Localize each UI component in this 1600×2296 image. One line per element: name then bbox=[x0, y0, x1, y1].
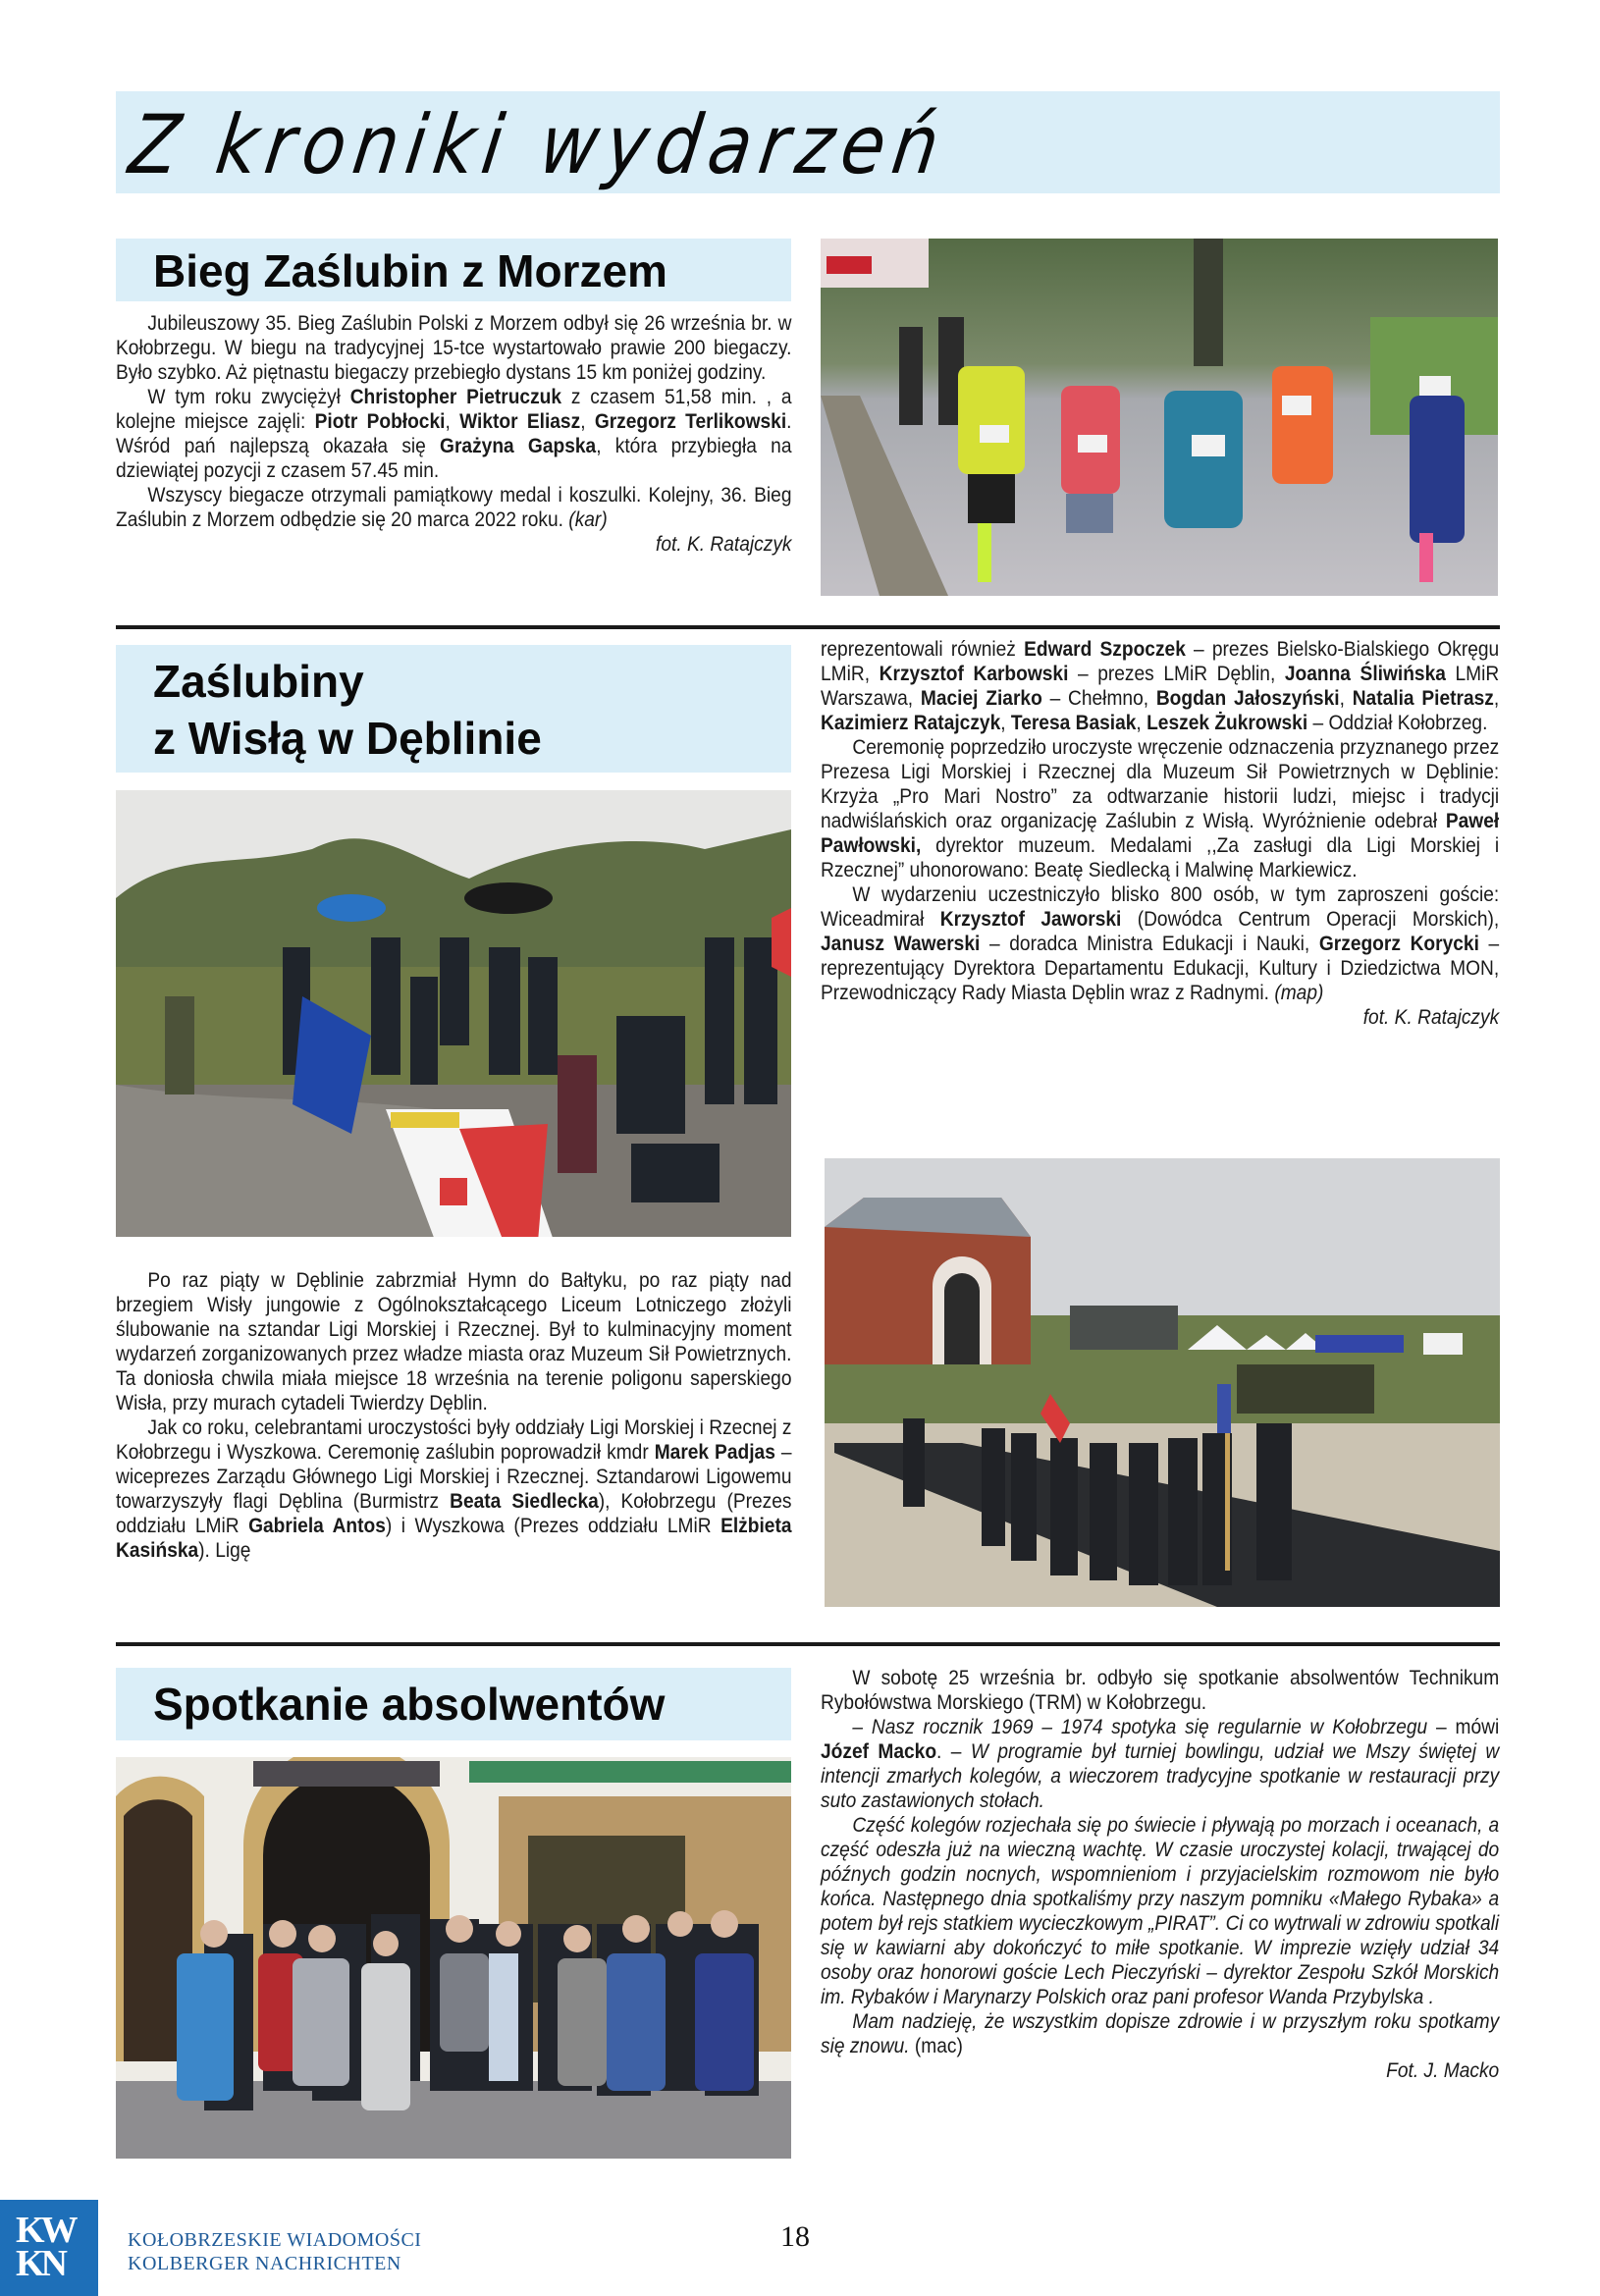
paragraph: reprezentowali również Edward Szpoczek – prezes Bielsko-Bialskiego Okręgu LMiR, Krzysztof Karbowski – prezes LMiR Dęblin, Joanna Śliwińska LMiR Warszawa, Maciej Ziarko – Chełmno, Bogdan Jałoszyński, Natalia Pietrasz, Kazimierz Ratajczyk, Teresa Basiak, Leszek Żukrowski – Oddział Kołobrzeg. bbox=[821, 637, 1500, 734]
article-3-heading bbox=[116, 1668, 791, 1740]
article-2-title-line-2: z Wisłą w Dęblinie bbox=[153, 713, 542, 764]
italic-text: Mam nadzieję, że wszystkim dopisze zdrowie i w przyszłym roku spotkamy się znowu. bbox=[821, 2009, 1500, 2057]
paragraph: W wydarzeniu uczestniczyło blisko 800 osób, w tym zaproszeni goście: Wiceadmirał Krzysztof Jaworski (Dowódca Centrum Operacji Morskich), Janusz Wawerski – doradca Ministra Edukacji i Nauki, Grzegorz Korycki – reprezentujący Dyrektora Departamentu Edukacji, Kultury i Dziedzictwa MON, Przewodniczący Rady Miasta Dęblin wraz z Radnymi. (map) bbox=[821, 882, 1500, 1004]
paragraph bbox=[821, 1813, 1499, 2009]
bold-name: Kazimierz Ratajczyk bbox=[821, 711, 1001, 734]
bold-name: Leszek Żukrowski bbox=[1147, 711, 1308, 734]
bold-name: Józef Macko bbox=[821, 1739, 937, 1763]
bold-name: Paweł Pawłowski, bbox=[821, 809, 1500, 857]
flags-river-photo-image bbox=[116, 790, 791, 1237]
publication-name bbox=[128, 2228, 421, 2275]
bold-name: Christopher Pietruczuk bbox=[349, 385, 562, 408]
section-masthead bbox=[116, 91, 1500, 193]
alumni-group-photo bbox=[116, 1757, 791, 2159]
paragraph: Jubileuszowy 35. Bieg Zaślubin Polski z Morzem odbył się 26 września br. w Kołobrzegu. W biegu na tradycyjnej 15-tce wystartowało prawie 200 biegaczy. Było szybko. Aż piętnastu biegaczy przebiegło dystans 15 km poniżej godziny. bbox=[116, 311, 792, 384]
logo-monogram: KW KN bbox=[16, 2210, 75, 2284]
bold-name: Maciej Ziarko bbox=[920, 686, 1042, 710]
bold-name: Gabriela Antos bbox=[248, 1514, 386, 1537]
bold-name: Joanna Śliwińska bbox=[1284, 662, 1446, 685]
bold-name: Krzysztof Jaworski bbox=[939, 907, 1122, 931]
paragraph: Ceremonię poprzedziło uroczyste wręczenie odznaczenia przyznanego przez Prezesa Ligi Morskiej i Rzecznej dla Muzeum Sił Powietrznych w Dęblinie: Krzyża „Pro Mari Nostro” za odtwarzanie historii ludzi, miejsc i tradycji nadwiślańskich oraz organizację Zaślubin z Wisłą. Wyróżnienie odebrał Paweł Pawłowski, dyrektor muzeum. Medalami ,,Za zasługi dla Ligi Morskiej i Rzecznej” uhonorowano: Beatę Siedlecką i Malwinę Markiewicz. bbox=[821, 735, 1500, 881]
bold-name: Wiktor Eliasz bbox=[459, 409, 581, 433]
article-1-heading bbox=[116, 239, 791, 301]
paragraph: W tym roku zwyciężył Christopher Pietruczuk z czasem 51,58 min. , a kolejne miejsce zajęli: Piotr Pobłocki, Wiktor Eliasz, Grzegorz Terlikowski. Wśród pań najlepszą okazała się Grażyna Gapska, która przybiegła na dziewiątej pozycji z czasem 57.45 min. bbox=[116, 385, 792, 482]
article-3-title: Spotkanie absolwentów bbox=[153, 1679, 666, 1730]
paragraph: Po raz piąty w Dęblinie zabrzmiał Hymn do Bałtyku, po raz piąty nad brzegiem Wisły jungowie z Ogólnokształcącego Liceum Lotniczego złożyli ślubowanie na sztandar Ligi Morskiej i Rzecznej. Był to kulminacyjny moment wydarzeń zorganizowanych przez władze miasta oraz Muzeum Sił Powietrznych. Ta doniosła chwila miała miejsce 18 września na terenie poligonu saperskiego Wisła, przy murach cytadeli Twierdzy Dęblin. bbox=[116, 1268, 792, 1415]
bold-name: Grzegorz Terlikowski bbox=[594, 409, 787, 433]
bold-name: Marek Padjas bbox=[654, 1440, 775, 1464]
publication-logo bbox=[0, 2200, 98, 2296]
article-2-heading bbox=[116, 645, 791, 773]
bold-name: Janusz Wawerski bbox=[821, 932, 981, 955]
article-2-left-body bbox=[116, 1268, 792, 1563]
photo-credit: Fot. J. Macko bbox=[1386, 2058, 1500, 2082]
publication-name-german: KOLBERGER NACHRICHTEN bbox=[128, 2253, 401, 2274]
article-3-body bbox=[821, 1666, 1499, 2083]
italic-text: (kar) bbox=[568, 507, 608, 531]
masthead-title: Z kroniki wydarzeń bbox=[124, 97, 953, 192]
article-3-paragraphs bbox=[821, 1666, 1499, 2058]
photo-credit: fot. K. Ratajczyk bbox=[1362, 1005, 1500, 1029]
section-divider bbox=[116, 625, 1500, 629]
italic-text: (map) bbox=[1274, 981, 1324, 1004]
italic-text: – Nasz rocznik 1969 – 1974 spotyka się regularnie w Kołobrzegu bbox=[852, 1715, 1428, 1738]
paragraph: – Nasz rocznik 1969 – 1974 spotyka się regularnie w Kołobrzegu – mówi Józef Macko. – W programie był turniej bowlingu, udział we Mszy świętej w intencji zmarłych kolegów, a wieczorem tradycyjne spotkanie w restauracji przy suto zastawionych stołach. bbox=[821, 1715, 1500, 1812]
bold-name: Natalia Pietrasz bbox=[1352, 686, 1494, 710]
paragraph: W sobotę 25 września br. odbyło się spotkanie absolwentów Technikum Rybołówstwa Morskiego (TRM) w Kołobrzegu. bbox=[821, 1666, 1500, 1714]
bold-name: Teresa Basiak bbox=[1010, 711, 1137, 734]
march-fortress-photo-image bbox=[825, 1158, 1500, 1607]
alumni-group-photo-image bbox=[116, 1757, 791, 2159]
italic-text: W programie był turniej bowlingu, udział we Mszy świętej w intencji zmarłych kolegów, a wieczorem tradycyjne spotkanie w restauracji przy suto zastawionych stołach. bbox=[821, 1739, 1500, 1812]
runners-photo-image bbox=[821, 239, 1498, 596]
bold-name: Grażyna Gapska bbox=[440, 434, 597, 457]
bold-name: Elżbieta Kasińska bbox=[116, 1514, 792, 1562]
runners-photo bbox=[821, 239, 1498, 596]
article-2-right-body bbox=[821, 637, 1499, 1030]
article-1-body bbox=[116, 311, 792, 557]
paragraph: Mam nadzieję, że wszystkim dopisze zdrowie i w przyszłym roku spotkamy się znowu. (mac) bbox=[821, 2009, 1500, 2057]
article-2-right-paragraphs bbox=[821, 637, 1499, 1005]
article-1-title: Bieg Zaślubin z Morzem bbox=[153, 245, 667, 296]
photo-credit: fot. K. Ratajczyk bbox=[656, 532, 792, 556]
bold-name: Bogdan Jałoszyński bbox=[1155, 686, 1340, 710]
article-1-paragraphs bbox=[116, 311, 792, 532]
paragraph: Wszyscy biegacze otrzymali pamiątkowy medal i koszulki. Kolejny, 36. Bieg Zaślubin z Morzem odbędzie się 20 marca 2022 roku. (kar) bbox=[116, 483, 792, 531]
march-fortress-photo bbox=[825, 1158, 1500, 1607]
bold-name: Edward Szpoczek bbox=[1024, 637, 1186, 661]
article-2-left-paragraphs bbox=[116, 1268, 792, 1563]
flags-river-photo bbox=[116, 790, 791, 1237]
paragraph: Jak co roku, celebrantami uroczystości były oddziały Ligi Morskiej i Rzecnej z Kołobrzegu i Wyszkowa. Ceremonię zaślubin poprowadził kmdr Marek Padjas – wiceprezes Zarządu Głównego Ligi Morskiej i Rzecznej. Sztandarowi Ligowemu towarzyszyły flagi Dęblina (Burmistrz Beata Siedlecka), Kołobrzegu (Prezes oddziału LMiR Gabriela Antos) i Wyszkowa (Prezes oddziału LMiR Elżbieta Kasińska). Ligę bbox=[116, 1415, 792, 1562]
bold-name: Beata Siedlecka bbox=[450, 1489, 599, 1513]
section-divider bbox=[116, 1642, 1500, 1646]
page-number: 18 bbox=[780, 2220, 810, 2253]
bold-name: Piotr Pobłocki bbox=[314, 409, 446, 433]
italic-text: Część kolegów rozjechała się po świecie i pływają po morzach i oceanach, a część odeszła już na wieczną wachtę. W czasie uroczystej kolacji, trwającej do późnych godzin nocnych, wspomnieniom i przyjacielskim rozmowom nie było końca. Następnego dnia spotkaliśmy przy naszym pomniku «Małego Rybaka» a potem był rejs statkiem wycieczkowym „PIRAT”. Ci co wytrwali w zdrowiu spotkali się w kawiarni aby dokończyć to miłe spotkanie. W imprezie wzięły udział 34 osoby oraz honorowi goście Lech Pieczyński – dyrektor Zespołu Szkół Morskich im. Rybaków i Marynarzy Polskich oraz pani profesor Wanda Przybylska . bbox=[821, 1813, 1500, 2008]
bold-name: Grzegorz Korycki bbox=[1318, 932, 1479, 955]
publication-name-polish: KOŁOBRZESKIE WIADOMOŚCI bbox=[128, 2229, 422, 2251]
bold-name: Krzysztof Karbowski bbox=[879, 662, 1069, 685]
article-2-title-line-1: Zaślubiny bbox=[153, 656, 364, 707]
